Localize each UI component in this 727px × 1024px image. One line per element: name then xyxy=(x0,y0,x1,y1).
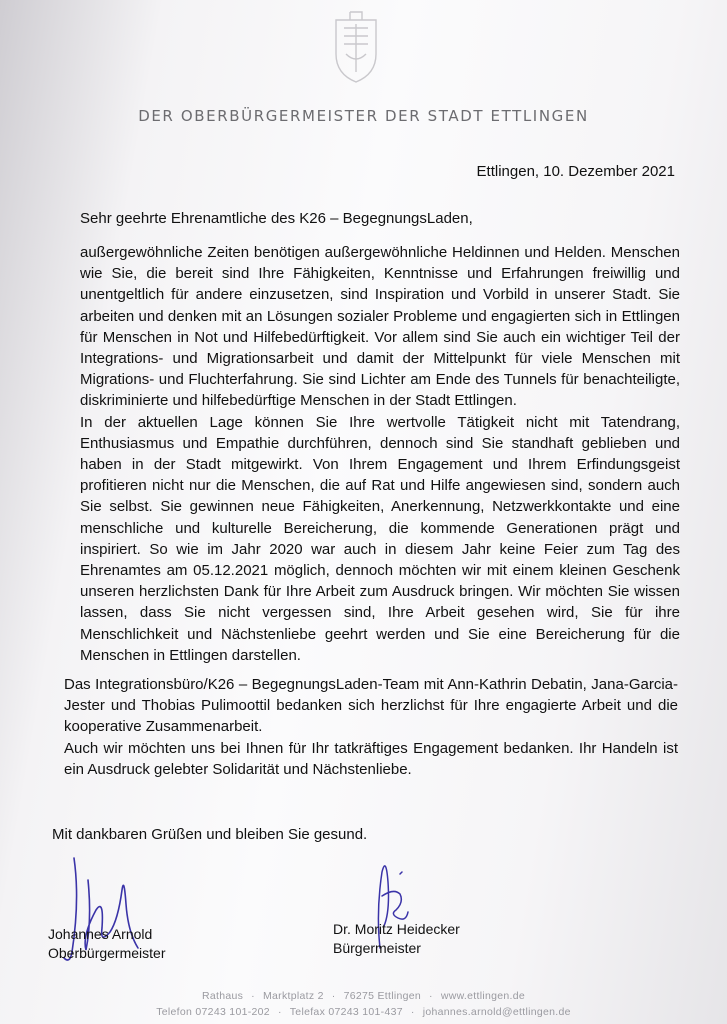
footer-building: Rathaus xyxy=(201,990,244,1002)
signatory-right-role: Bürgermeister xyxy=(333,940,421,956)
footer-address: Rathaus · Marktplatz 2 · 76275 Ettlingen · www.ettlingen.de xyxy=(201,990,526,1002)
signatory-right-name: Dr. Moritz Heidecker xyxy=(333,921,460,937)
salutation: Sehr geehrte Ehrenamtliche des K26 – BegegnungsLaden, xyxy=(80,210,473,227)
signatory-left xyxy=(48,925,166,963)
footer-phone: Telefon 07243 101-202 xyxy=(156,1006,270,1018)
footer-website: www.ettlingen.de xyxy=(440,990,526,1002)
signatory-left-name: Johannes Arnold xyxy=(48,926,153,942)
footer-city: 76275 Ettlingen xyxy=(343,990,422,1002)
paragraph-main: außergewöhnliche Zeiten benötigen außergewöhnliche Heldinnen und Helden. Menschen wie Sie, die bereit sind Ihre Fähigkeiten, Kenntnisse und Erfahrungen freiwillig und unentgeltlich für andere einzusetzen, sind Inspiration und Vorbild in unserer Stadt. Sie arbeiten und denken mit an Lösungen sozialer Probleme und engagierten sich in Ettlingen für Menschen in Not und Hilfebedürftigkeit. Vor allem sind Sie auch ein wichtiger Teil der Integrations- und Migrationsarbeit und damit der Mittelpunkt für viele Menschen mit Migrations- und Fluchterfahrung. Sie sind Lichter am Ende des Tunnels für benachteiligte, diskriminierte und hilfebedürftige Menschen in der Stadt Ettlingen. In der aktuellen Lage können Sie Ihre wertvolle Tätigkeit nicht mit Tatendrang, Enthusiasmus und Empathie durchführen, dennoch sind Sie standhaft geblieben und haben in der Stadt mitgewirkt. Von Ihrem Engagement und Ihrem Erfindungsgeist profitieren nicht nur die Menschen, die auf Rat und Hilfe angewiesen sind, sondern auch Sie selbst. Sie gewinnen neue Fähigkeiten, Anerkennung, Netzwerkkontakte und eine menschliche und kulturelle Bereicherung, die kommende Generationen prägt und inspiriert. So wie im Jahr 2020 war auch in diesem Jahr keine Feier zum Tag des Ehrenamtes am 05.12.2021 möglich, dennoch möchten wir mit einem kleinen Geschenk unseren herzlichsten Dank für Ihre Arbeit zum Ausdruck bringen. Wir möchten Sie wissen lassen, dass Sie nicht vergessen sind, Ihre Arbeit gesehen wird, Sie für ihre Menschlichkeit und Nächstenliebe geehrt werden und Sie eine Bereicherung für die Menschen in Ettlingen darstellen. xyxy=(80,244,680,664)
footer-fax: Telefax 07243 101-437 xyxy=(289,1006,403,1018)
letter-date: Ettlingen, 10. Dezember 2021 xyxy=(476,163,675,180)
signatory-right xyxy=(333,920,460,958)
footer-street: Marktplatz 2 xyxy=(262,990,324,1002)
footer-email: johannes.arnold@ettlingen.de xyxy=(422,1006,571,1018)
letterhead-title: DER OBERBÜRGERMEISTER DER STADT ETTLINGEN xyxy=(138,107,589,125)
signatory-left-role: Oberbürgermeister xyxy=(48,945,166,961)
closing-line: Mit dankbaren Grüßen und bleiben Sie gesund. xyxy=(52,826,368,843)
footer-contact: Telefon 07243 101-202 · Telefax 07243 101-437 · johannes.arnold@ettlingen.de xyxy=(156,1006,571,1018)
paragraph-thanks: Das Integrationsbüro/K26 – BegegnungsLaden-Team mit Ann-Kathrin Debatin, Jana-Garcia-Jester und Thobias Pulimoottil bedanken sich herzlichst für Ihre engagierte Arbeit und die kooperative Zusammenarbeit. Auch wir möchten uns bei Ihnen für Ihr tatkräftiges Engagement bedanken. Ihr Handeln ist ein Ausdruck gelebter Solidarität und Nächstenliebe. xyxy=(64,676,678,778)
city-crest-icon xyxy=(328,10,384,86)
